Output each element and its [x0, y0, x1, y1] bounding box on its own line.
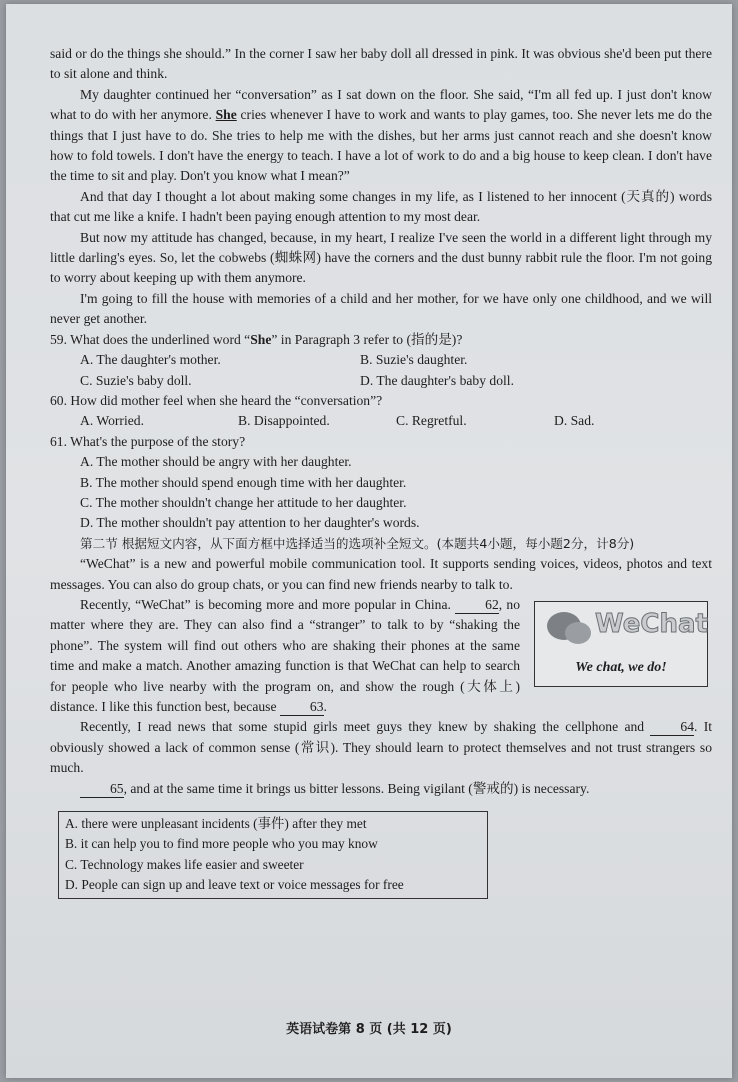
option-a: A. there were unpleasant incidents (事件) after they met: [65, 816, 367, 832]
question-59: [50, 330, 712, 391]
wechat-p2-start: Recently, “WeChat” is becoming more and more popular in China.: [80, 596, 456, 612]
passage-paragraph-4: But now my attitude has changed, because, in my heart, I realize I've seen the world in a different light through my little darling's eyes. So, let the cobwebs (蜘蛛网) have the corners and the dust bunny rabbit rule the floor. I'm not going to worry about keeping up with them anymore.: [50, 229, 712, 286]
wechat-slogan: We chat, we do!: [575, 659, 667, 675]
page-footer: 英语试卷第 8 页 (共 12 页): [286, 1022, 452, 1037]
option-d: D. People can sign up and leave text or voice messages for free: [65, 877, 404, 893]
passage-paragraph-2: [50, 85, 712, 187]
question-61-stem: 61. What's the purpose of the story?: [50, 433, 246, 449]
paragraph-2-rest: cries whenever I have to work and wants to play games, too. She never lets me do the things that I just have to do. She tries to help me with the dishes, but her arms just cannot reach and she doesn't know how to fold towels. I don't have the energy to teach. I have a lot of work to do and a big house to keep clean. I don't have the time to sit and play. Don't you know what I mean?”: [50, 107, 712, 184]
section-2-heading: 第二节 根据短文内容，从下面方框中选择适当的选项补全短文。(本题共4小题，每小题2分，计8分): [80, 535, 635, 551]
option-b: B. it can help you to find more people who you may know: [65, 836, 378, 852]
q61-option-d: D. The mother shouldn't pay attention to her daughter's words.: [80, 515, 420, 531]
exam-page: [6, 4, 732, 1078]
q61-option-a: A. The mother should be angry with her daughter.: [80, 454, 352, 470]
q60-option-c: C. Regretful.: [396, 413, 467, 429]
blank-65: 65: [80, 781, 124, 798]
wechat-p3-start: Recently, I read news that some stupid girls meet guys they knew by shaking the cellphone and: [80, 719, 651, 735]
paragraph-2-start: My daughter continued her “conversation” as I sat down on the floor. She said, “I'm all fed up. I just don't know what to do with her anymore.: [50, 86, 712, 123]
q59-option-c: C. Suzie's baby doll.: [80, 372, 192, 388]
question-60: [50, 391, 712, 432]
page-content: [50, 44, 712, 899]
q59-option-b: B. Suzie's daughter.: [360, 352, 468, 368]
wechat-p4-end: , and at the same time it brings us bitter lessons. Being vigilant (警戒的) is necessary.: [123, 780, 590, 796]
passage-paragraph-1: said or do the things she should.” In the corner I saw her baby doll all dressed in pink. It was obvious she'd been put there to sit alone and think.: [50, 46, 712, 82]
wechat-p3-end: . It obviously showed a lack of common sense (常识). They should learn to protect themselves and not trust strangers so much.: [50, 719, 712, 776]
wechat-wordmark: WeChat: [595, 608, 708, 639]
question-59-stem-start: 59. What does the underlined word “: [50, 331, 251, 347]
wechat-paragraph-4: [50, 779, 712, 799]
question-60-stem: 60. How did mother feel when she heard the “conversation”?: [50, 392, 383, 408]
wechat-paragraph-1: “WeChat” is a new and powerful mobile communication tool. It supports sending voices, videos, photos and text messages. You can also do group chats, or you can find new friends nearby to talk to.: [50, 556, 712, 592]
option-c: C. Technology makes life easier and sweeter: [65, 856, 304, 872]
wechat-paragraph-3: [50, 717, 712, 778]
wechat-passage: [50, 554, 712, 799]
wechat-p2-end: .: [323, 699, 327, 714]
q60-option-a: A. Worried.: [80, 413, 144, 429]
wechat-logo-image: [534, 601, 708, 687]
chat-bubble-small-icon: [565, 622, 591, 644]
q60-option-b: B. Disappointed.: [238, 413, 330, 429]
passage-paragraph-5: I'm going to fill the house with memories of a child and her mother, for we have only one childhood, and we will never get another.: [50, 290, 712, 327]
blank-64: 64: [650, 719, 694, 736]
wechat-p2-middle: , no matter where they are. They can also find a “stranger” to talk to by “shaking the phone”. The system will find out others who are shaking their phones at the same time and make a match. Another amazing function is that WeChat can help to search for people who live nearby with the program on, and show the rough (大体上) distance. I like this function best, because: [50, 596, 520, 714]
q59-option-d: D. The daughter's baby doll.: [360, 372, 514, 388]
question-61: [50, 432, 712, 534]
options-box: [58, 811, 488, 899]
blank-63: 63: [280, 699, 324, 716]
underlined-word-she: She: [215, 107, 237, 123]
q60-option-d: D. Sad.: [554, 413, 595, 429]
q59-option-a: A. The daughter's mother.: [80, 352, 221, 368]
q61-option-b: B. The mother should spend enough time with her daughter.: [80, 474, 407, 490]
question-59-keyword: She: [250, 331, 272, 347]
question-59-stem: [50, 330, 712, 350]
question-59-stem-end: ” in Paragraph 3 refer to (指的是)?: [271, 331, 463, 347]
passage-paragraph-3: And that day I thought a lot about making some changes in my life, as I listened to her innocent (天真的) words that cut me like a knife. I hadn't been paying enough attention to my most dear.: [50, 188, 712, 225]
blank-62: 62: [455, 597, 499, 614]
q61-option-c: C. The mother shouldn't change her attitude to her daughter.: [80, 494, 407, 510]
